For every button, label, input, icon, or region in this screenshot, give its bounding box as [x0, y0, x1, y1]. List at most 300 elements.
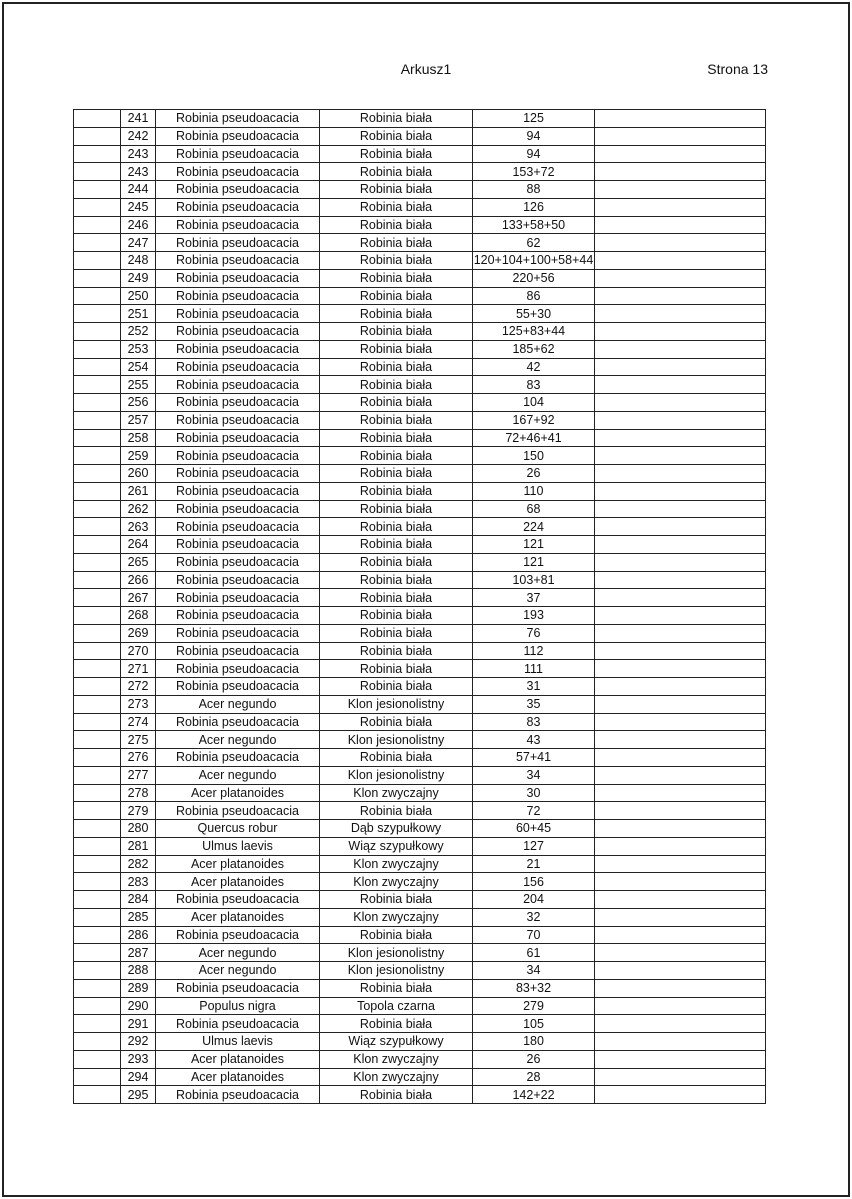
- latin-name-cell: Robinia pseudoacacia: [156, 660, 320, 678]
- circumference-cell: 55+30: [473, 305, 595, 323]
- circumference-cell: 57+41: [473, 749, 595, 767]
- notes-blank-cell: [595, 766, 766, 784]
- circumference-cell: 104: [473, 394, 595, 412]
- polish-name-cell: Robinia biała: [320, 376, 473, 394]
- notes-blank-cell: [595, 908, 766, 926]
- table-row: [74, 1086, 766, 1104]
- row-blank-cell: [74, 305, 121, 323]
- table-row: [74, 518, 766, 536]
- latin-name-cell: Robinia pseudoacacia: [156, 145, 320, 163]
- notes-blank-cell: [595, 163, 766, 181]
- tree-inventory-table: [73, 109, 766, 1104]
- circumference-cell: 30: [473, 784, 595, 802]
- polish-name-cell: Robinia biała: [320, 518, 473, 536]
- polish-name-cell: Robinia biała: [320, 447, 473, 465]
- row-blank-cell: [74, 1015, 121, 1033]
- row-blank-cell: [74, 589, 121, 607]
- polish-name-cell: Robinia biała: [320, 110, 473, 128]
- tree-number-cell: 292: [121, 1033, 156, 1051]
- circumference-cell: 224: [473, 518, 595, 536]
- tree-number-cell: 280: [121, 820, 156, 838]
- latin-name-cell: Robinia pseudoacacia: [156, 163, 320, 181]
- tree-number-cell: 246: [121, 216, 156, 234]
- notes-blank-cell: [595, 216, 766, 234]
- circumference-cell: 110: [473, 482, 595, 500]
- circumference-cell: 88: [473, 181, 595, 199]
- tree-number-cell: 273: [121, 695, 156, 713]
- circumference-cell: 37: [473, 589, 595, 607]
- polish-name-cell: Klon zwyczajny: [320, 784, 473, 802]
- latin-name-cell: Robinia pseudoacacia: [156, 234, 320, 252]
- polish-name-cell: Klon jesionolistny: [320, 766, 473, 784]
- row-blank-cell: [74, 624, 121, 642]
- polish-name-cell: Robinia biała: [320, 482, 473, 500]
- notes-blank-cell: [595, 127, 766, 145]
- tree-number-cell: 266: [121, 571, 156, 589]
- notes-blank-cell: [595, 429, 766, 447]
- polish-name-cell: Robinia biała: [320, 145, 473, 163]
- tree-number-cell: 293: [121, 1050, 156, 1068]
- row-blank-cell: [74, 731, 121, 749]
- tree-number-cell: 272: [121, 678, 156, 696]
- tree-number-cell: 247: [121, 234, 156, 252]
- row-blank-cell: [74, 926, 121, 944]
- notes-blank-cell: [595, 145, 766, 163]
- notes-blank-cell: [595, 234, 766, 252]
- latin-name-cell: Robinia pseudoacacia: [156, 429, 320, 447]
- tree-number-cell: 259: [121, 447, 156, 465]
- table-row: [74, 820, 766, 838]
- polish-name-cell: Robinia biała: [320, 802, 473, 820]
- table-row: [74, 305, 766, 323]
- tree-number-cell: 245: [121, 198, 156, 216]
- table-row: [74, 837, 766, 855]
- row-blank-cell: [74, 1050, 121, 1068]
- circumference-cell: 121: [473, 553, 595, 571]
- row-blank-cell: [74, 536, 121, 554]
- row-blank-cell: [74, 411, 121, 429]
- circumference-cell: 220+56: [473, 269, 595, 287]
- notes-blank-cell: [595, 624, 766, 642]
- row-blank-cell: [74, 252, 121, 270]
- tree-number-cell: 252: [121, 323, 156, 341]
- notes-blank-cell: [595, 553, 766, 571]
- row-blank-cell: [74, 1033, 121, 1051]
- polish-name-cell: Robinia biała: [320, 979, 473, 997]
- notes-blank-cell: [595, 252, 766, 270]
- notes-blank-cell: [595, 855, 766, 873]
- table-row: [74, 873, 766, 891]
- row-blank-cell: [74, 429, 121, 447]
- table-row: [74, 749, 766, 767]
- tree-number-cell: 267: [121, 589, 156, 607]
- latin-name-cell: Robinia pseudoacacia: [156, 891, 320, 909]
- table-row: [74, 252, 766, 270]
- polish-name-cell: Robinia biała: [320, 500, 473, 518]
- table-row: [74, 465, 766, 483]
- table-row: [74, 376, 766, 394]
- polish-name-cell: Robinia biała: [320, 589, 473, 607]
- notes-blank-cell: [595, 731, 766, 749]
- tree-number-cell: 291: [121, 1015, 156, 1033]
- notes-blank-cell: [595, 198, 766, 216]
- tree-number-cell: 289: [121, 979, 156, 997]
- polish-name-cell: Robinia biała: [320, 749, 473, 767]
- table-row: [74, 713, 766, 731]
- polish-name-cell: Robinia biała: [320, 891, 473, 909]
- circumference-cell: 31: [473, 678, 595, 696]
- latin-name-cell: Ulmus laevis: [156, 1033, 320, 1051]
- row-blank-cell: [74, 713, 121, 731]
- circumference-cell: 125: [473, 110, 595, 128]
- polish-name-cell: Topola czarna: [320, 997, 473, 1015]
- polish-name-cell: Robinia biała: [320, 624, 473, 642]
- tree-number-cell: 277: [121, 766, 156, 784]
- latin-name-cell: Robinia pseudoacacia: [156, 607, 320, 625]
- latin-name-cell: Robinia pseudoacacia: [156, 358, 320, 376]
- table-row: [74, 110, 766, 128]
- row-blank-cell: [74, 323, 121, 341]
- tree-number-cell: 256: [121, 394, 156, 412]
- notes-blank-cell: [595, 269, 766, 287]
- notes-blank-cell: [595, 749, 766, 767]
- notes-blank-cell: [595, 411, 766, 429]
- notes-blank-cell: [595, 678, 766, 696]
- polish-name-cell: Robinia biała: [320, 607, 473, 625]
- circumference-cell: 111: [473, 660, 595, 678]
- latin-name-cell: Robinia pseudoacacia: [156, 802, 320, 820]
- table-row: [74, 1033, 766, 1051]
- latin-name-cell: Robinia pseudoacacia: [156, 624, 320, 642]
- row-blank-cell: [74, 784, 121, 802]
- notes-blank-cell: [595, 500, 766, 518]
- circumference-cell: 70: [473, 926, 595, 944]
- latin-name-cell: Populus nigra: [156, 997, 320, 1015]
- notes-blank-cell: [595, 642, 766, 660]
- circumference-cell: 94: [473, 145, 595, 163]
- row-blank-cell: [74, 997, 121, 1015]
- table-row: [74, 323, 766, 341]
- circumference-cell: 142+22: [473, 1086, 595, 1104]
- notes-blank-cell: [595, 589, 766, 607]
- circumference-cell: 32: [473, 908, 595, 926]
- row-blank-cell: [74, 571, 121, 589]
- notes-blank-cell: [595, 536, 766, 554]
- notes-blank-cell: [595, 1015, 766, 1033]
- tree-number-cell: 286: [121, 926, 156, 944]
- tree-number-cell: 284: [121, 891, 156, 909]
- latin-name-cell: Robinia pseudoacacia: [156, 926, 320, 944]
- notes-blank-cell: [595, 465, 766, 483]
- table-row: [74, 891, 766, 909]
- polish-name-cell: Klon jesionolistny: [320, 695, 473, 713]
- notes-blank-cell: [595, 518, 766, 536]
- polish-name-cell: Dąb szypułkowy: [320, 820, 473, 838]
- latin-name-cell: Robinia pseudoacacia: [156, 536, 320, 554]
- circumference-cell: 150: [473, 447, 595, 465]
- tree-number-cell: 242: [121, 127, 156, 145]
- notes-blank-cell: [595, 660, 766, 678]
- row-blank-cell: [74, 500, 121, 518]
- circumference-cell: 167+92: [473, 411, 595, 429]
- latin-name-cell: Acer platanoides: [156, 1068, 320, 1086]
- polish-name-cell: Robinia biała: [320, 287, 473, 305]
- row-blank-cell: [74, 358, 121, 376]
- latin-name-cell: Acer platanoides: [156, 908, 320, 926]
- table-row: [74, 269, 766, 287]
- tree-number-cell: 281: [121, 837, 156, 855]
- polish-name-cell: Robinia biała: [320, 713, 473, 731]
- latin-name-cell: Robinia pseudoacacia: [156, 642, 320, 660]
- row-blank-cell: [74, 695, 121, 713]
- latin-name-cell: Robinia pseudoacacia: [156, 110, 320, 128]
- tree-number-cell: 258: [121, 429, 156, 447]
- row-blank-cell: [74, 642, 121, 660]
- circumference-cell: 133+58+50: [473, 216, 595, 234]
- latin-name-cell: Robinia pseudoacacia: [156, 1015, 320, 1033]
- polish-name-cell: Robinia biała: [320, 269, 473, 287]
- tree-number-cell: 269: [121, 624, 156, 642]
- table-row: [74, 908, 766, 926]
- notes-blank-cell: [595, 695, 766, 713]
- latin-name-cell: Robinia pseudoacacia: [156, 181, 320, 199]
- tree-number-cell: 261: [121, 482, 156, 500]
- circumference-cell: 72: [473, 802, 595, 820]
- latin-name-cell: Acer negundo: [156, 766, 320, 784]
- row-blank-cell: [74, 1086, 121, 1104]
- table-row: [74, 624, 766, 642]
- tree-number-cell: 264: [121, 536, 156, 554]
- tree-number-cell: 249: [121, 269, 156, 287]
- tree-number-cell: 253: [121, 340, 156, 358]
- table-row: [74, 216, 766, 234]
- polish-name-cell: Robinia biała: [320, 465, 473, 483]
- polish-name-cell: Klon zwyczajny: [320, 1050, 473, 1068]
- sheet-title: Arkusz1: [400, 61, 452, 77]
- row-blank-cell: [74, 873, 121, 891]
- notes-blank-cell: [595, 482, 766, 500]
- notes-blank-cell: [595, 1050, 766, 1068]
- tree-number-cell: 248: [121, 252, 156, 270]
- notes-blank-cell: [595, 358, 766, 376]
- circumference-cell: 62: [473, 234, 595, 252]
- circumference-cell: 185+62: [473, 340, 595, 358]
- circumference-cell: 125+83+44: [473, 323, 595, 341]
- table-row: [74, 997, 766, 1015]
- table-row: [74, 1068, 766, 1086]
- table-row: [74, 678, 766, 696]
- tree-number-cell: 283: [121, 873, 156, 891]
- table-row: [74, 198, 766, 216]
- table-row: [74, 127, 766, 145]
- latin-name-cell: Robinia pseudoacacia: [156, 500, 320, 518]
- circumference-cell: 61: [473, 944, 595, 962]
- circumference-cell: 34: [473, 962, 595, 980]
- notes-blank-cell: [595, 394, 766, 412]
- table-row: [74, 1050, 766, 1068]
- table-row: [74, 482, 766, 500]
- notes-blank-cell: [595, 340, 766, 358]
- latin-name-cell: Robinia pseudoacacia: [156, 376, 320, 394]
- table-row: [74, 429, 766, 447]
- latin-name-cell: Robinia pseudoacacia: [156, 411, 320, 429]
- latin-name-cell: Robinia pseudoacacia: [156, 447, 320, 465]
- notes-blank-cell: [595, 1086, 766, 1104]
- table-row: [74, 855, 766, 873]
- row-blank-cell: [74, 447, 121, 465]
- table-row: [74, 926, 766, 944]
- circumference-cell: 76: [473, 624, 595, 642]
- table-row: [74, 695, 766, 713]
- row-blank-cell: [74, 820, 121, 838]
- latin-name-cell: Acer platanoides: [156, 873, 320, 891]
- row-blank-cell: [74, 607, 121, 625]
- notes-blank-cell: [595, 447, 766, 465]
- circumference-cell: 105: [473, 1015, 595, 1033]
- row-blank-cell: [74, 340, 121, 358]
- polish-name-cell: Robinia biała: [320, 553, 473, 571]
- row-blank-cell: [74, 376, 121, 394]
- row-blank-cell: [74, 163, 121, 181]
- row-blank-cell: [74, 216, 121, 234]
- latin-name-cell: Robinia pseudoacacia: [156, 340, 320, 358]
- latin-name-cell: Robinia pseudoacacia: [156, 216, 320, 234]
- circumference-cell: 103+81: [473, 571, 595, 589]
- circumference-cell: 127: [473, 837, 595, 855]
- polish-name-cell: Robinia biała: [320, 642, 473, 660]
- polish-name-cell: Klon zwyczajny: [320, 873, 473, 891]
- polish-name-cell: Robinia biała: [320, 536, 473, 554]
- polish-name-cell: Robinia biała: [320, 571, 473, 589]
- tree-number-cell: 275: [121, 731, 156, 749]
- latin-name-cell: Acer platanoides: [156, 1050, 320, 1068]
- row-blank-cell: [74, 660, 121, 678]
- tree-number-cell: 276: [121, 749, 156, 767]
- tree-number-cell: 265: [121, 553, 156, 571]
- polish-name-cell: Robinia biała: [320, 926, 473, 944]
- table-row: [74, 394, 766, 412]
- polish-name-cell: Robinia biała: [320, 340, 473, 358]
- tree-number-cell: 243: [121, 145, 156, 163]
- notes-blank-cell: [595, 997, 766, 1015]
- polish-name-cell: Robinia biała: [320, 429, 473, 447]
- table-row: [74, 731, 766, 749]
- row-blank-cell: [74, 518, 121, 536]
- notes-blank-cell: [595, 802, 766, 820]
- notes-blank-cell: [595, 944, 766, 962]
- tree-number-cell: 278: [121, 784, 156, 802]
- tree-number-cell: 287: [121, 944, 156, 962]
- table-row: [74, 784, 766, 802]
- row-blank-cell: [74, 855, 121, 873]
- polish-name-cell: Robinia biała: [320, 358, 473, 376]
- tree-number-cell: 290: [121, 997, 156, 1015]
- table-row: [74, 979, 766, 997]
- row-blank-cell: [74, 287, 121, 305]
- polish-name-cell: Robinia biała: [320, 394, 473, 412]
- row-blank-cell: [74, 145, 121, 163]
- row-blank-cell: [74, 962, 121, 980]
- circumference-cell: 26: [473, 1050, 595, 1068]
- latin-name-cell: Robinia pseudoacacia: [156, 252, 320, 270]
- table-row: [74, 447, 766, 465]
- polish-name-cell: Robinia biała: [320, 305, 473, 323]
- tree-number-cell: 241: [121, 110, 156, 128]
- table-row: [74, 411, 766, 429]
- circumference-cell: 35: [473, 695, 595, 713]
- table-row: [74, 571, 766, 589]
- circumference-cell: 193: [473, 607, 595, 625]
- notes-blank-cell: [595, 110, 766, 128]
- latin-name-cell: Robinia pseudoacacia: [156, 518, 320, 536]
- latin-name-cell: Robinia pseudoacacia: [156, 269, 320, 287]
- table-row: [74, 536, 766, 554]
- tree-number-cell: 251: [121, 305, 156, 323]
- circumference-cell: 72+46+41: [473, 429, 595, 447]
- row-blank-cell: [74, 749, 121, 767]
- latin-name-cell: Robinia pseudoacacia: [156, 571, 320, 589]
- row-blank-cell: [74, 837, 121, 855]
- latin-name-cell: Robinia pseudoacacia: [156, 713, 320, 731]
- polish-name-cell: Wiąz szypułkowy: [320, 837, 473, 855]
- row-blank-cell: [74, 482, 121, 500]
- table-row: [74, 607, 766, 625]
- table-row: [74, 1015, 766, 1033]
- table-row: [74, 589, 766, 607]
- polish-name-cell: Robinia biała: [320, 198, 473, 216]
- polish-name-cell: Klon zwyczajny: [320, 908, 473, 926]
- table-row: [74, 802, 766, 820]
- latin-name-cell: Robinia pseudoacacia: [156, 1086, 320, 1104]
- table-row: [74, 340, 766, 358]
- polish-name-cell: Klon zwyczajny: [320, 1068, 473, 1086]
- table-row: [74, 358, 766, 376]
- tree-number-cell: 294: [121, 1068, 156, 1086]
- tree-number-cell: 243: [121, 163, 156, 181]
- row-blank-cell: [74, 678, 121, 696]
- table-row: [74, 163, 766, 181]
- row-blank-cell: [74, 181, 121, 199]
- notes-blank-cell: [595, 926, 766, 944]
- table-row: [74, 145, 766, 163]
- row-blank-cell: [74, 198, 121, 216]
- polish-name-cell: Robinia biała: [320, 252, 473, 270]
- polish-name-cell: Wiąz szypułkowy: [320, 1033, 473, 1051]
- row-blank-cell: [74, 465, 121, 483]
- tree-number-cell: 271: [121, 660, 156, 678]
- polish-name-cell: Robinia biała: [320, 1015, 473, 1033]
- table-row: [74, 660, 766, 678]
- latin-name-cell: Robinia pseudoacacia: [156, 465, 320, 483]
- circumference-cell: 94: [473, 127, 595, 145]
- row-blank-cell: [74, 110, 121, 128]
- polish-name-cell: Robinia biała: [320, 163, 473, 181]
- tree-number-cell: 282: [121, 855, 156, 873]
- polish-name-cell: Robinia biała: [320, 1086, 473, 1104]
- polish-name-cell: Robinia biała: [320, 678, 473, 696]
- tree-number-cell: 268: [121, 607, 156, 625]
- notes-blank-cell: [595, 571, 766, 589]
- notes-blank-cell: [595, 979, 766, 997]
- notes-blank-cell: [595, 891, 766, 909]
- page-number: Strona 13: [707, 61, 768, 77]
- circumference-cell: 121: [473, 536, 595, 554]
- polish-name-cell: Klon jesionolistny: [320, 731, 473, 749]
- latin-name-cell: Robinia pseudoacacia: [156, 305, 320, 323]
- latin-name-cell: Robinia pseudoacacia: [156, 979, 320, 997]
- notes-blank-cell: [595, 305, 766, 323]
- notes-blank-cell: [595, 962, 766, 980]
